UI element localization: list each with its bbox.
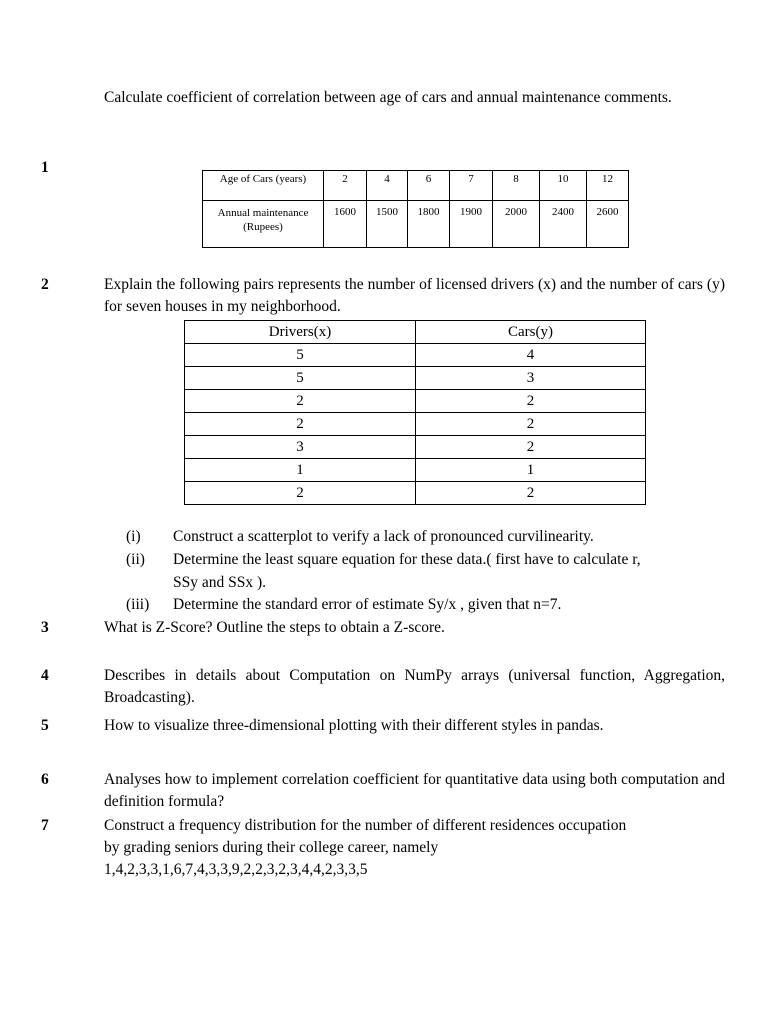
drivers-cars-table — [184, 320, 646, 505]
sub-text-i: Construct a scatterplot to verify a lack of pronounced curvilinearity. — [173, 528, 594, 545]
question-number-5: 5 — [41, 717, 49, 734]
table-row-maintenance — [203, 201, 629, 248]
table-cell: 2 — [185, 413, 416, 436]
table-cell: 12 — [587, 171, 629, 201]
table-header-cars: Cars(y) — [416, 321, 646, 344]
table-label-line: Annual maintenance — [217, 207, 309, 219]
table-cell: 3 — [416, 367, 646, 390]
question-3-text: What is Z-Score? Outline the steps to obtain a Z-score. — [104, 619, 445, 636]
table-cell: 4 — [416, 344, 646, 367]
question-4-text: Describes in details about Computation on NumPy arrays (universal function, Aggregation, Broadcasting). — [104, 667, 725, 706]
table-row — [185, 436, 646, 459]
question-5-text: How to visualize three-dimensional plotting with their different styles in pandas. — [104, 717, 604, 734]
table-cell: 1800 — [408, 201, 450, 248]
sub-label-ii: (ii) — [126, 551, 145, 568]
table-cell: 1900 — [450, 201, 493, 248]
table-cell-label — [203, 201, 324, 248]
table-cell: 1500 — [367, 201, 408, 248]
table-row — [185, 459, 646, 482]
table-cell: 2600 — [587, 201, 629, 248]
question-7-line-3: 1,4,2,3,3,1,6,7,4,3,3,9,2,2,3,2,3,4,4,2,3,3,5 — [104, 861, 368, 878]
table-cell: 1 — [416, 459, 646, 482]
table-cell: 6 — [408, 171, 450, 201]
table-row — [185, 367, 646, 390]
table-cell: 10 — [540, 171, 587, 201]
table-row — [185, 344, 646, 367]
table-cell: 4 — [367, 171, 408, 201]
table-row — [185, 413, 646, 436]
table-cell: 1 — [185, 459, 416, 482]
sub-label-iii: (iii) — [126, 596, 150, 613]
sub-text-iii: Determine the standard error of estimate Sy/x , given that n=7. — [173, 596, 562, 613]
table-cell: 2 — [185, 390, 416, 413]
sub-text-ii: Determine the least square equation for these data.( first have to calculate r, — [173, 551, 641, 568]
table-row — [185, 482, 646, 505]
question-number-1: 1 — [41, 159, 49, 176]
table-label-line: (Rupees) — [243, 221, 283, 233]
table-row — [185, 390, 646, 413]
table-header-row — [185, 321, 646, 344]
table-cell: 1600 — [324, 201, 367, 248]
table-cell: 7 — [450, 171, 493, 201]
question-6-text: Analyses how to implement correlation coefficient for quantitative data using both computation and definition formula? — [104, 771, 725, 810]
question-number-3: 3 — [41, 619, 49, 636]
table-cell: 5 — [185, 344, 416, 367]
table-header-drivers: Drivers(x) — [185, 321, 416, 344]
intro-text: Calculate coefficient of correlation between age of cars and annual maintenance comments. — [104, 89, 672, 106]
table-cell: 3 — [185, 436, 416, 459]
table-cell: 2 — [416, 413, 646, 436]
sub-label-i: (i) — [126, 528, 141, 545]
question-number-6: 6 — [41, 771, 49, 788]
table-cell: 2400 — [540, 201, 587, 248]
table-cell: 5 — [185, 367, 416, 390]
table-cell: 2 — [416, 390, 646, 413]
table-cell: 8 — [493, 171, 540, 201]
maintenance-table — [202, 170, 629, 248]
table-cell: 2000 — [493, 201, 540, 248]
table-cell: 2 — [416, 436, 646, 459]
table-row-age — [203, 171, 629, 201]
question-7-line-2: by grading seniors during their college career, namely — [104, 839, 439, 856]
question-7-line-1: Construct a frequency distribution for the number of different residences occupation — [104, 817, 627, 834]
question-2-text: Explain the following pairs represents the number of licensed drivers (x) and the number of cars (y) for seven houses in my neighborhood. — [104, 276, 725, 315]
question-number-2: 2 — [41, 276, 49, 293]
table-cell: 2 — [185, 482, 416, 505]
table-cell: 2 — [324, 171, 367, 201]
sub-text-ii-cont: SSy and SSx ). — [173, 574, 267, 591]
question-number-4: 4 — [41, 667, 49, 684]
question-number-7: 7 — [41, 817, 49, 834]
table-cell-label: Age of Cars (years) — [203, 171, 324, 201]
table-cell: 2 — [416, 482, 646, 505]
